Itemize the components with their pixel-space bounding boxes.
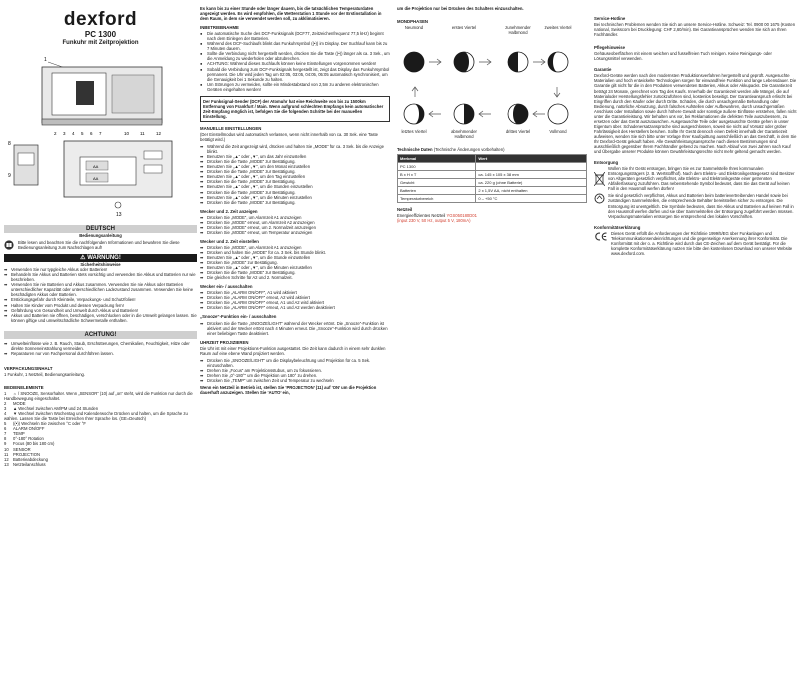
fig-label: 6 xyxy=(90,131,93,136)
bullet-icon: ➡ xyxy=(200,275,204,281)
entsorgung-text-1: Wollen Sie Ihr Gerät entsorgen, bringen Sie es zur Sammelstelle Ihres kommunalen Entsorgungsträgers (z. B. Wertstoffhof). Nach dem Elektro- und Elektronikgerätegesetz sind Besitzer von Altgeräten gesetzlich verpflichtet, alte Elektro- und Elektronikgeräte einer getrennten Abfallerfassung zuzuführen. Das nebenstehende Symbol bedeutet, dass Sie das Gerät auf keinen Fall in den Hausmüll werfen dürfen! xyxy=(608,166,795,192)
bullet-icon: ● xyxy=(200,51,203,57)
list-item: ➡ Drücken Sie „MODE“, um Alarmzeit A1 anzuzeigen xyxy=(200,244,302,250)
bullet-icon: ➡ xyxy=(200,199,204,205)
bullet-icon: ➡ xyxy=(4,297,8,303)
tech-heading xyxy=(397,147,587,152)
list-item: ➡ Halten Sie Kinder vom Produkt und dessen Verpackung fern! xyxy=(4,302,124,308)
dcf-info-box: Der Funksignal-Sender (DCF) der Atomuhr hat eine Reichweite von bis zu 1500km Entfernung von Frankfurt / Main. Wenn aufgrund schlechten Empfangs kein automatischer Zeit-Empfang möglich ist, befolgen Sie die folgenden Schritte bei der manuellen Einstellung. xyxy=(200,96,390,122)
entsorgung-title: Entsorgung xyxy=(594,160,619,166)
table-cell: Merkmal xyxy=(398,155,476,163)
bullet-icon: ➡ xyxy=(4,272,8,278)
bullet-icon: ➡ xyxy=(200,144,204,150)
table-row xyxy=(398,179,587,187)
control-number: 1 xyxy=(4,390,7,396)
netz-specs: (input 230 V, 50 Hz, output 5 V, 180mA) xyxy=(397,218,471,224)
bullet-icon: ➡ xyxy=(4,350,8,356)
bullet-icon: ➡ xyxy=(200,367,204,373)
moon-label: Neumond xyxy=(404,25,424,31)
table-cell: Gewicht xyxy=(398,179,476,187)
list-item: ➡ Drücken Sie die Taste „MODE“ zur Bestätigung. xyxy=(200,189,296,195)
control-number: 3 xyxy=(4,406,7,412)
proj-list xyxy=(200,358,390,383)
bullet-icon: ➡ xyxy=(200,320,204,326)
list-item: ➡ Drücken Sie „ALARM ON/OFF“ erneut, A1 und A2 wird aktiviert xyxy=(200,300,325,306)
control-item xyxy=(4,391,197,401)
entsorgung-block-2 xyxy=(594,193,797,218)
bullet-icon: ➡ xyxy=(4,307,8,313)
control-number: 9 xyxy=(4,441,7,447)
bullet-icon: ➡ xyxy=(200,372,204,378)
control-number: 5 xyxy=(4,421,7,427)
entsorgung-text-2: Sie sind gesetzlich verpflichtet, Akkus und Batterien beim batterievertreibenden Handel sowie bei zuständigen Sammelstellen, die entsprechende Behälter bereitstellen sicher zu entsorgen. Die Entsorgung ist unentgeltlich. Die Symbole bedeuten, dass Sie Akkus und Batterien auf keinen Fall in den Hausmüll werfen dürfen und sie über Sammelstellen der Entsorgung zugeführt werden müssen. Verpackungsmaterialien entsorgen Sie entsprechend den lokalen Vorschriften. xyxy=(608,193,794,219)
column-1 xyxy=(4,6,197,467)
battery-label-2: AA xyxy=(93,176,99,181)
fig-label-1: 1 xyxy=(44,57,47,63)
table-row xyxy=(398,187,587,195)
bullet-icon: ➡ xyxy=(200,179,204,185)
list-item: ➡ Drücken Sie „MODE“ zur Bestätigung. xyxy=(200,260,278,266)
list-item: ➡ Benutzen Sie „▲“ oder „▼“, um die Stunden einzustellen xyxy=(200,184,313,190)
pack-title: VERPACKUNGSINHALT xyxy=(4,365,53,371)
product-illustration xyxy=(4,49,197,219)
column-2 xyxy=(200,6,390,395)
tech-title: Technische Daten xyxy=(397,147,433,153)
bullet-icon: ● xyxy=(200,66,203,72)
bullet-icon: ➡ xyxy=(200,305,204,311)
control-text: MODE xyxy=(13,401,26,407)
control-text: 0°-180° Rotation xyxy=(13,436,44,442)
list-item: ● Sollte die Verbindung nicht hergestellt werden, drücken Sie die Taste ((•)) länger als ca. 3 Sek., um die Anmeldung zu wiederholen oder abzubrechen. xyxy=(200,51,390,62)
list-item: ➡ Drücken Sie die Taste „MODE“ zur Bestätigung. xyxy=(200,179,296,185)
control-text: TEMP xyxy=(13,431,25,437)
netz-model: YGS050180D01 xyxy=(446,213,477,219)
warning-icon: ⚠ xyxy=(80,255,88,262)
list-item: ➡ Die gleichen Schritte für A2 und 2. Normalzeit. xyxy=(200,275,293,281)
bullet-icon: ➡ xyxy=(4,312,8,318)
list-item: ➡ Drücken Sie die Taste „MODE“ zur Bestätigung. xyxy=(200,199,296,205)
pflege-title: Pflegehinweise xyxy=(594,45,626,51)
control-number: 11 xyxy=(4,451,9,457)
list-item: ➡ Benutzen Sie „▲“ oder „▼“, um die Minuten einzustellen xyxy=(200,265,312,271)
bullet-icon: ● xyxy=(200,81,203,87)
fig-label: 5 xyxy=(81,131,84,136)
list-item: ➡ Drücken Sie „MODE“ erneut, um 2. Normalzeit anzuzeigen xyxy=(200,224,316,230)
manual-list xyxy=(200,144,390,205)
wecker2e-title: Wecker und 2. Zeit einstellen xyxy=(200,238,259,244)
control-number: 10 xyxy=(4,446,9,452)
bullet-icon: ➡ xyxy=(200,219,204,225)
bullet-icon: ➡ xyxy=(200,244,204,250)
table-cell: 0 – +50 °C xyxy=(476,195,587,203)
list-item: ➡ Drücken Sie „ALARM ON/OFF“ erneut, A2 wird aktiviert xyxy=(200,295,310,301)
netz-title: Netzteil xyxy=(397,207,413,213)
bullet-icon: ➡ xyxy=(200,229,204,235)
proj-intro: Die Uhr ist mit einer Projektions-Funktion ausgestattet. Die Zeit kann dadurch in einem sehr dunklen Raum auf eine ebene Wand projiziert werden. xyxy=(200,345,386,356)
bullet-icon: ➡ xyxy=(4,267,8,273)
snooze-title: „Snooze“-Funktion ein- / ausschalten xyxy=(200,314,277,320)
list-item: ➡ Drücken Sie „TEMP“ um zwischen Zeit und Temperatur zu wechseln xyxy=(200,378,334,383)
list-item: ➡ Umwelteinflüsse wie z. B. Rauch, Staub, Erschütterungen, Chemikalien, Feuchtigkeit, Hitze oder direkte Sonneneinstrahlung vermeiden. xyxy=(4,340,190,351)
control-number: 7 xyxy=(4,431,7,437)
list-item: ➡ Gefährdung von Gesundheit und Umwelt durch Akkus und Batterien! xyxy=(4,307,139,313)
bullet-icon: ● xyxy=(200,61,203,67)
column-3 xyxy=(397,6,587,223)
brand-logo: dexford xyxy=(63,9,138,30)
list-item: ➡ Drücken Sie „SNOOZE/LIGHT“ um die Displaybeleuchtung und Projektion für ca. 5 Sek. einzuschalten. xyxy=(200,357,371,368)
list-item: ➡ Drücken und halten Sie „MODE“ für ca. 3 Sek. bis Stunde blinkt. xyxy=(200,249,326,255)
list-item: ➡ Drehen Sie „Focus“ am Projektionsstubus, um zu fokussieren. xyxy=(200,367,322,373)
tech-subtitle: (Technische Änderungen vorbehalten) xyxy=(433,147,505,153)
inbetrieb-list xyxy=(200,31,390,92)
moon-title: MONDPHASEN xyxy=(397,19,429,25)
moon-label: drittes Viertel xyxy=(505,129,531,135)
fig-button-labels xyxy=(54,131,162,136)
fig-label: 7 xyxy=(99,131,102,136)
bullet-icon: ➡ xyxy=(4,302,8,308)
table-cell: Wert xyxy=(476,155,587,163)
list-item: ➡ Drücken Sie „MODE“ erneut, um Alarmzeit A2 anzuzeigen xyxy=(200,219,315,225)
list-item: ➡ Benutzen Sie „▲“ oder „▼“, um den Tag einzustellen xyxy=(200,174,306,180)
list-item: ● Sobald die Verbindung zum DCF-Funksignals hergestellt ist, zeigt das Display das Funkuhrsymbol permanent. Die Uhr wird jeden Tag um 02:05, 03:05, 04:05, 05:05 automatisch synchronisiert, um die Genauigkeit bei 1 Sekunde zu halten. xyxy=(200,66,390,82)
control-text: Netzteilanschluss xyxy=(13,461,46,467)
weckeraus-list xyxy=(200,290,390,310)
list-item: ➡ Benutzen Sie „▲“ oder „▼“, um das Jahr einzustellen xyxy=(200,154,307,160)
weee-bin-icon xyxy=(594,172,605,186)
control-text: ALARM ON/OFF xyxy=(13,426,45,432)
inbetrieb-title: INBETRIEBNAHME xyxy=(200,25,239,31)
bullet-icon: ➡ xyxy=(200,159,204,165)
fig-label: 8 xyxy=(8,141,11,147)
control-text: ((•)) Wechseln Sie zwischen °C oder °F xyxy=(13,421,86,427)
entsorgung-block-1 xyxy=(594,166,797,191)
hotline-title: Service-Hotline xyxy=(594,16,626,21)
netz-text: Energieeffizientes Netzteil xyxy=(397,213,447,219)
control-number: 12 xyxy=(4,456,9,462)
table-cell: B x H x T xyxy=(398,171,476,179)
model-name: PC 1300 xyxy=(84,30,117,39)
achtung-list xyxy=(4,341,197,356)
bullet-icon: ● xyxy=(200,41,203,47)
list-item: ➡ Während die Zeit angezeigt wird, drücken und halten Sie „MODE“ für ca. 3 Sek. bis die Anzeige blinkt. xyxy=(200,144,384,155)
bullet-icon: ➡ xyxy=(200,249,204,255)
moon-label: zweites Viertel xyxy=(544,25,572,31)
bullet-icon: ➡ xyxy=(200,255,204,261)
ce-mark-icon xyxy=(594,232,608,241)
konf-block xyxy=(594,231,797,256)
manual-intro: (Der Einstellmodus wird automatisch verlassen, wenn nicht innerhalb von ca. 30 Sek. eine Taste betätigt wird.) xyxy=(200,131,378,143)
control-text: PROJECTION xyxy=(13,451,40,457)
bullet-icon: ➡ xyxy=(200,295,204,301)
control-text: ▲ Wechsel zwischen AM/PM und 24 Stunden xyxy=(13,406,99,412)
list-item: ➡ Drücken Sie „MODE“, um Alarmzeit A1 anzuzeigen xyxy=(200,214,302,220)
deutsch-subtitle: Bedienungsanleitung xyxy=(79,233,122,238)
control-text: SENSOR xyxy=(13,446,31,452)
bullet-icon: ➡ xyxy=(200,300,204,306)
garantie-text: Dexford-Geräte werden nach den modernsten Produktionsverfahren hergestellt und geprüft. Ausgesuchte Materialien und hoch entwickelte Technologien sorgen für einwandfreie Funktion und lange Lebensdauer. Die Garantie gilt nicht für die in den Produkten verwendeten Batterien, Akkus oder Akkupacks. Die Garantiezeit beträgt 24 Monate, gerechnet vom Tag des Kaufs. Innerhalb der Garantiezeit werden alle Mängel, die auf Materialoder Herstellungsfehler zurückzuführen sind, kostenlos beseitigt. Der Garantieanspruch erlischt bei Eingriffen durch den Käufer oder durch Dritte. Schäden, die durch unsachgemäße Behandlung oder Bedienung, natürliche Abnutzung, durch falsches Aufstellen oder Aufbewahren, durch unsachgemäßen Anschluss oder Installation sowie durch höhere Gewalt oder sonstige äußere Einflüsse entstehen, fallen nicht unter die Garantieleistung. Wir behalten uns vor, bei Reklamationen die defekten Teile auszubessern, zu ersetzen oder das Gerät auszutauschen. Ausgetauschte Teile oder ausgetauschte Geräte gehen in unser Eigentum über. Schadenersatzansprüche sind ausgeschlossen, soweit sie nicht auf Vorsatz oder grober Fahrlässigkeit des Herstellers beruhen. Sollte Ihr Gerät dennoch einen Defekt innerhalb der Garantiezeit aufweisen, wenden Sie sich bitte unter Vorlage Ihrer Kaufquittung ausschließlich an das Geschäft, in dem Sie Ihr Dexford-Gerät gekauft haben. Alle Gewährleistungsansprüche nach diesen Bestimmungen sind ausschließlich gegenüber Ihrem Fachhändler geltend zu machen. Nach Ablauf von zwei Jahren nach Kauf und Übergabe unserer Produkte können Gewährleistungsrechte nicht mehr geltend gemacht werden. xyxy=(594,73,797,155)
bullet-icon: ➡ xyxy=(200,194,204,200)
control-number: 6 xyxy=(4,426,7,432)
list-item: ➡ Drücken Sie die Taste „SNOOZE/LIGHT“ während der Wecker ertönt. Die „Snooze“-Funktion ist aktiviert und der Wecker ertönt nach 4 Minuten erneut. Die „Snooze“-Funktion wird durch drücken einer beliebigen Taste deaktiviert. xyxy=(200,320,388,336)
table-cell: ca. 145 x 105 x 38 mm xyxy=(476,171,587,179)
control-number: 13 xyxy=(4,461,9,467)
moon-label: letztes Viertel xyxy=(401,129,427,135)
list-item: ● Die automatische Suche des DCF-Funksignals (DCF77, Zeitzeichenfrequenz 77,5 kHz) beginnt nach dem Einlegen der Batterien. xyxy=(200,31,384,42)
moon-label: abnehmender Halbmond xyxy=(451,129,477,140)
table-row xyxy=(398,155,587,163)
bullet-icon: ➡ xyxy=(4,282,8,288)
weckeraus-title: Wecker ein- / ausschalten xyxy=(200,284,253,290)
fig-label: 2 xyxy=(54,131,57,136)
fig-label: 3 xyxy=(63,131,66,136)
konf-title: Konformitätserklärung xyxy=(594,224,641,230)
fig-label: 12 xyxy=(156,131,162,136)
section-deutsch: DEUTSCH xyxy=(4,225,197,233)
list-item: ➡ Drücken Sie „ALARM ON/OFF“ erneut, A1 und A2 werden deaktiviert xyxy=(200,305,335,311)
table-row xyxy=(398,171,587,179)
list-item: ● Um Störungen zu vermeiden, sollte ein Mindestabstand von 2,5m zu anderen elektronischen Geräten eingehalten werden! xyxy=(200,81,379,92)
table-row xyxy=(398,163,587,171)
moon-label: Vollmond xyxy=(549,129,567,135)
wecker2-list xyxy=(200,215,390,235)
fig-label-13: 13 xyxy=(116,212,122,218)
control-number: 8 xyxy=(4,436,7,442)
control-text: Focus (80 bis 180 cm) xyxy=(13,441,55,447)
list-item: ➡ Drücken Sie die Taste „MODE“ zur Bestätigung. xyxy=(200,169,296,175)
list-item: ➡ Verwenden Sie nie Batterien und Akkus zusammen. Verwenden Sie nie Akkus oder Batterien unterschiedlicher Kapazität oder unterschiedlichen Ladezustand zusammen. Verwenden Sie keine beschädigten Akkus oder Batterien. xyxy=(4,282,194,298)
moon-arrows xyxy=(397,25,587,143)
battery-label-1: AA xyxy=(93,164,99,169)
list-item: ➡ Verwenden Sie nur typgleiche Akkus oder Batterien! xyxy=(4,267,108,273)
control-text: Batterieabdeckung xyxy=(13,456,48,462)
list-item: ➡ Akkus und Batterien nie öffnen, beschädigen, verschlucken oder in die Umwelt gelangen lassen. Sie können giftige und umweltschädliche Schwermetalle enthalten. xyxy=(4,312,197,323)
list-item: ➡ Drücken Sie „MODE“ erneut, um Temperatur anzuzeigen xyxy=(200,229,313,235)
list-item: ➡ Benutzen Sie „▲“ oder „▼“, um die Stunde einzustellen xyxy=(200,255,311,261)
list-item: ➡ Benutzen Sie „▲“ oder „▼“, um die Minuten einzustellen xyxy=(200,194,312,200)
fig-label: 9 xyxy=(8,173,11,179)
control-item xyxy=(4,462,197,467)
product-subtitle: Funkuhr mit Zeitprojektion xyxy=(62,40,139,46)
list-item: ➡ Erstickungsgefahr durch Kleinteile, Verpackungs- und Schutzfolien! xyxy=(4,297,136,303)
acclimatize-text: Es kann bis zu einer Stunde oder länger dauern, bis die tatsächlichen Temperaturdaten angezeigt werden. Es wird empfohlen, die Wetterstation 1 Stunde vor der Erstinstallation in dem Raum, in dem sie verwendet werden soll, zu akklimatisieren. xyxy=(200,6,382,22)
bullet-icon: ➡ xyxy=(4,340,8,346)
pack-text: 1 Funkuhr, 1 Netzteil, Bedienungsanleitung. xyxy=(4,371,86,377)
list-item: ➡ Benutzen Sie „▲“ oder „▼“, um den Monat einzustellen xyxy=(200,164,311,170)
bullet-icon: ➡ xyxy=(200,265,204,271)
list-item: ● Während des DCF-Suchlaufs blinkt das Funkuhrsymbol ((•)) im Display. Der Suchlauf kann bis zu 7 Minuten dauern. xyxy=(200,41,388,52)
wecker2-title: Wecker und 2. Zeit anzeigen xyxy=(200,208,258,214)
control-text: ▼ Wechsel zwischen Wochentag und Kalenderwoche Drücken und halten, um die Sprache zu wählen. Lassen Sie die Taste bei Erreichen Ihrer Sprache los. (GE=Deutsch) xyxy=(4,411,188,422)
fig-label: 4 xyxy=(72,131,75,136)
wecker2e-list xyxy=(200,245,390,280)
bullet-icon: ➡ xyxy=(200,290,204,296)
list-item: ➡ Drücken Sie die Taste „MODE“ zur Bestätigung. xyxy=(200,159,296,165)
pflege-text: Gehäuseoberflächen mit einem weichen und fusselfreien Tuch reinigen. Keine Reinigungs- oder Lösungsmittel verwenden. xyxy=(594,51,772,62)
warnung-subtitle: Sicherheitshinweise xyxy=(80,262,121,268)
proj-last: Wenn ein Netzteil in Betrieb ist, stellen Sie ‘PROJECTION’ (11) auf ‘ON’ um die Projektion dauerhaft anzuzeigen. Stellen Sie ‘AUTO’ ein, xyxy=(200,385,377,396)
table-cell xyxy=(476,163,587,171)
bullet-icon: ➡ xyxy=(200,169,204,175)
controls-list xyxy=(4,391,197,467)
control-text: ☼ / SNOOZE, Sensorhalter. Wenn „SENSOR“ (10) auf „on“ steht, wird die Funktion nur durch die Handbewegung eingeschaltet. xyxy=(4,390,193,402)
bullet-icon: ● xyxy=(200,31,203,37)
section-warnung xyxy=(4,254,197,262)
bullet-icon: ➡ xyxy=(200,260,204,266)
bullet-icon: ➡ xyxy=(200,189,204,195)
warnung-title: WARNUNG! xyxy=(87,255,121,262)
control-item xyxy=(4,411,197,421)
intro-text: Bitte lesen und beachten Sie die nachfolgenden Informationen und bewahren Sie diese Bedienungsanleitung zum Nachschlagen auf! xyxy=(18,240,180,251)
table-cell: 2 x 1,5V AA, nicht enthalten xyxy=(476,187,587,195)
bullet-icon: ➡ xyxy=(200,154,204,160)
garantie-title: Garantie xyxy=(594,67,612,73)
bullet-icon: ➡ xyxy=(200,164,204,170)
snooze-list xyxy=(200,321,390,336)
bullet-icon: ➡ xyxy=(200,184,204,190)
bullet-icon: ➡ xyxy=(200,174,204,180)
list-item: ● ACHTUNG: Während dieses Suchlaufs können keine Einstellungen vorgenommen werden! xyxy=(200,61,377,67)
list-item: ➡ Drücken Sie „ALARM ON/OFF“, A1 wird aktiviert xyxy=(200,290,297,296)
list-item: ➡ Drehen Sie „0°-180°“ um die Projektion um 180° zu drehen. xyxy=(200,372,318,378)
table-cell: PC 1300 xyxy=(398,163,476,171)
recycling-icon xyxy=(594,193,605,204)
bullet-icon: ➡ xyxy=(200,378,204,383)
konf-text: Dieses Gerät erfüllt die Anforderungen der Richtlinie 1999/5/EG über Funkanlagen und Telekommunikationsendeinrichtungen und die gegenseitige Anerkennung ihrer Konformität. Die Konformität mit der o. a. Richtlinie wird durch das CE-Zeichen auf dem Gerät bestätigt. Für die komplette Konformitätserklärung nutzen Sie bitte den kostenlosen Download von unserer Website www.dexford.com. xyxy=(611,230,793,256)
list-item: ➡ Behandeln Sie Akkus und Batterien stets vorsichtig und verwenden Sie Akkus und Batterien nur wie beschrieben. xyxy=(4,272,196,283)
control-number: 4 xyxy=(4,411,7,417)
proj-continuation: um die Projektion nur bei Drücken des Schalters einzuschalten. xyxy=(397,6,524,11)
book-icon xyxy=(4,240,14,250)
section-achtung: ACHTUNG! xyxy=(4,331,197,339)
manual-title: MANUELLE EINSTELLUNGEN xyxy=(200,125,262,131)
bullet-icon: ➡ xyxy=(200,214,204,220)
list-item: ➡ Reparaturen nur von Fachpersonal durchführen lassen. xyxy=(4,350,114,356)
warnung-list xyxy=(4,267,197,323)
table-row xyxy=(398,195,587,203)
proj-title: UHRZEIT PROJIZIEREN xyxy=(200,339,249,345)
fig-side-labels xyxy=(8,141,11,179)
controls-title: BEDIENELEMENTE xyxy=(4,384,44,390)
intro-block xyxy=(4,240,197,250)
table-cell: Temperaturbereich xyxy=(398,195,476,203)
table-cell: ca. 220 g (ohne Batterie) xyxy=(476,179,587,187)
moon-label: zunehmender Halbmond xyxy=(505,25,531,36)
bullet-icon: ➡ xyxy=(200,224,204,230)
moon-phase-diagram xyxy=(397,25,587,143)
table-cell: Batterien xyxy=(398,187,476,195)
column-4 xyxy=(594,6,797,256)
fig-label: 11 xyxy=(140,131,145,136)
control-number: 2 xyxy=(4,401,7,407)
bullet-icon: ➡ xyxy=(200,357,204,363)
fig-label: 10 xyxy=(124,131,130,136)
spec-table xyxy=(397,154,587,203)
bullet-icon: ➡ xyxy=(200,270,204,276)
moon-label: erstes Viertel xyxy=(451,25,477,31)
list-item: ➡ Drücken Sie die Taste „MODE“ zur Bestätigung. xyxy=(200,270,296,276)
hotline-text: Bei technischen Problemen wenden Sie sich an unsere Service-Hotline. Schweiz: Tel. 0900 00 1675 (Kosten national, Swisscom bei Drucklegung: CHF 2,60/min). Bei Garantieansprüchen wenden Sie sich an Ihren Fachhändler. xyxy=(594,22,796,38)
